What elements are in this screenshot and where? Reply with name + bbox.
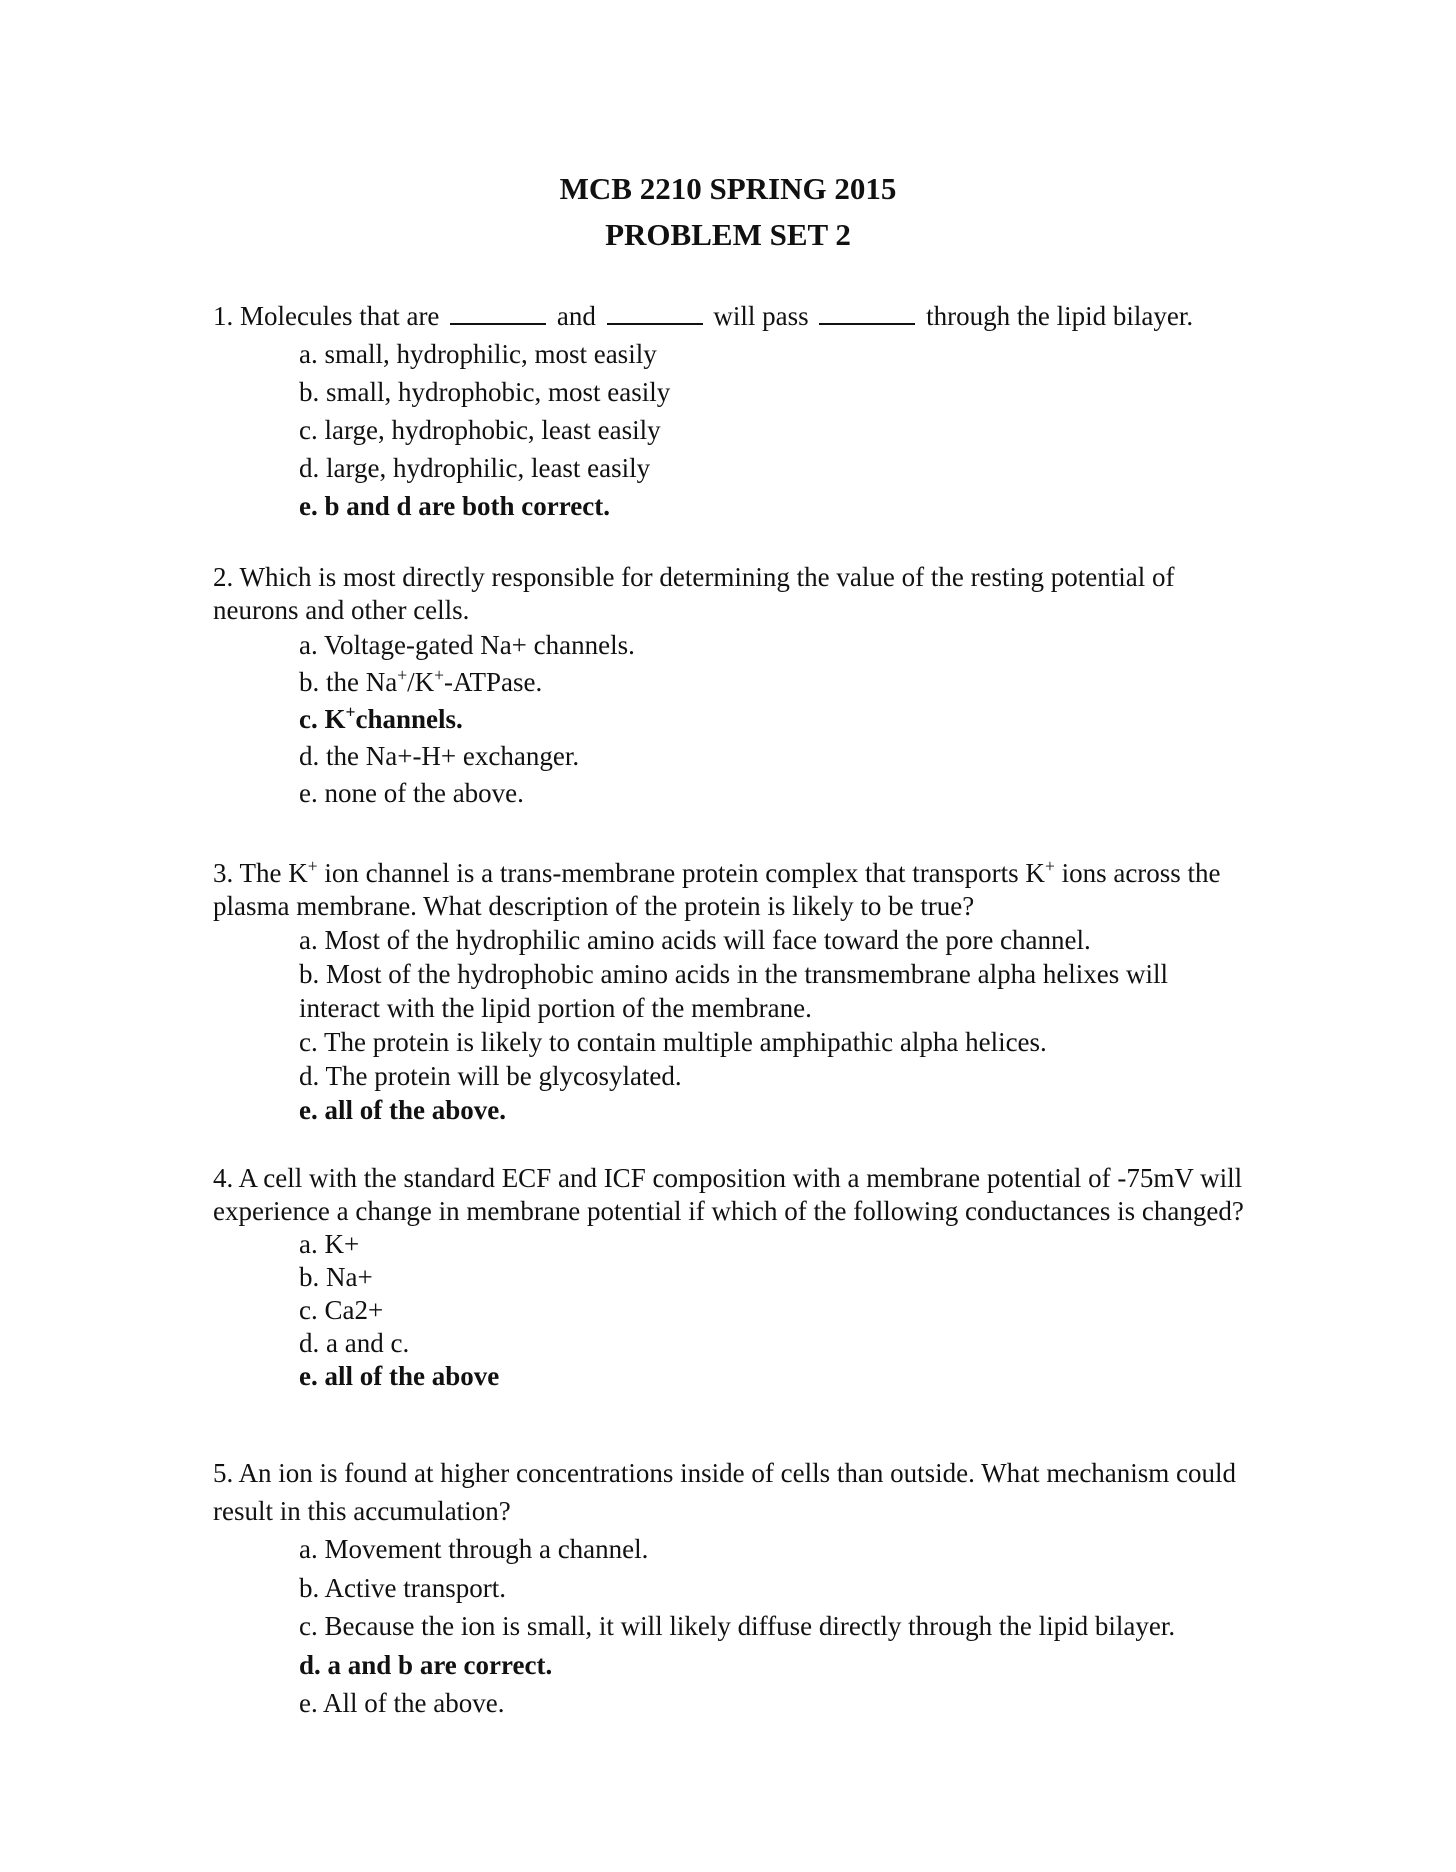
question-1-stem xyxy=(213,300,1253,333)
q1-blank-2 xyxy=(607,301,703,325)
q3-stem-c: ions across the plasma membrane. What description of the protein is likely to be true? xyxy=(213,858,1221,921)
question-2 xyxy=(213,561,1253,812)
q2-option-b-sup-2: + xyxy=(434,665,444,685)
q2-option-e: e. none of the above. xyxy=(299,778,524,808)
q3-option-c: c. The protein is likely to contain multiple amphipathic alpha helices. xyxy=(299,1027,1047,1057)
q2-option-c-end: channels. xyxy=(355,704,463,734)
q3-option-d: d. The protein will be glycosylated. xyxy=(299,1061,682,1091)
q1-stem-part-1: 1. Molecules that are xyxy=(213,301,440,331)
q1-option-b: b. small, hydrophobic, most easily xyxy=(299,377,671,407)
question-3 xyxy=(213,857,1253,1127)
q4-option-a: a. K+ xyxy=(299,1229,360,1259)
q3-stem-b: ion channel is a trans-membrane protein complex that transports K xyxy=(317,858,1045,888)
q2-option-b-text: b. the Na xyxy=(299,667,398,697)
question-4-options xyxy=(213,1228,1253,1393)
question-2-options xyxy=(213,627,1253,812)
question-3-stem xyxy=(213,857,1253,923)
q3-stem-sup-1: + xyxy=(307,856,318,876)
q1-blank-1 xyxy=(450,301,546,325)
q2-option-b xyxy=(299,664,1253,701)
question-5 xyxy=(213,1454,1253,1723)
q3-stem-a: 3. The K xyxy=(213,858,308,888)
q2-option-b-sup-1: + xyxy=(397,665,408,685)
q5-option-a: a. Movement through a channel. xyxy=(299,1534,649,1564)
q1-option-c: c. large, hydrophobic, least easily xyxy=(299,415,661,445)
q1-stem-part-2: and xyxy=(556,301,596,331)
q2-option-c-text: c. K xyxy=(299,704,346,734)
q3-option-e-correct: e. all of the above. xyxy=(299,1095,506,1125)
q1-option-d: d. large, hydrophilic, least easily xyxy=(299,453,651,483)
q4-option-b: b. Na+ xyxy=(299,1262,373,1292)
q5-option-c: c. Because the ion is small, it will likely diffuse directly through the lipid bilayer. xyxy=(299,1611,1176,1641)
q3-option-b: b. Most of the hydrophobic amino acids in the transmembrane alpha helixes will interact with the lipid portion of the membrane. xyxy=(299,959,1169,1023)
question-5-stem: 5. An ion is found at higher concentrations inside of cells than outside. What mechanism could result in this accumulation? xyxy=(213,1458,1237,1526)
question-2-stem: 2. Which is most directly responsible for determining the value of the resting potential of neurons and other cells. xyxy=(213,562,1175,625)
q1-stem-part-4: through the lipid bilayer. xyxy=(926,301,1194,331)
problem-set-title: PROBLEM SET 2 xyxy=(605,217,851,252)
q2-option-b-end: -ATPase. xyxy=(444,667,543,697)
q3-stem-sup-2: + xyxy=(1044,856,1055,876)
q2-option-d: d. the Na+-H+ exchanger. xyxy=(299,741,580,771)
q5-option-b: b. Active transport. xyxy=(299,1572,506,1603)
q5-option-d-correct: d. a and b are correct. xyxy=(299,1649,553,1680)
q3-option-a: a. Most of the hydrophilic amino acids will face toward the pore channel. xyxy=(299,925,1091,955)
q2-option-c-correct xyxy=(299,701,1253,738)
q4-option-d: d. a and c. xyxy=(299,1328,410,1358)
question-4 xyxy=(213,1162,1253,1393)
question-4-stem: 4. A cell with the standard ECF and ICF composition with a membrane potential of -75mV will experience a change in membrane potential if which of the following conductances is changed? xyxy=(213,1163,1244,1226)
q2-option-c-sup: + xyxy=(345,702,356,722)
q1-blank-3 xyxy=(819,301,915,325)
question-3-options xyxy=(213,923,1253,1127)
question-1 xyxy=(213,300,1253,525)
q4-option-c: c. Ca2+ xyxy=(299,1295,384,1325)
q1-stem-part-3: will pass xyxy=(713,301,809,331)
q2-option-a: a. Voltage-gated Na+ channels. xyxy=(299,630,635,660)
q5-option-e: e. All of the above. xyxy=(299,1688,505,1718)
q1-option-a: a. small, hydrophilic, most easily xyxy=(299,339,657,369)
q4-option-e-correct: e. all of the above xyxy=(299,1361,500,1391)
q1-option-e-correct: e. b and d are both correct. xyxy=(299,491,610,521)
question-1-options xyxy=(213,335,1253,525)
q2-option-b-mid: /K xyxy=(407,667,435,697)
course-title: MCB 2210 SPRING 2015 xyxy=(559,171,897,206)
question-5-options xyxy=(213,1530,1253,1723)
